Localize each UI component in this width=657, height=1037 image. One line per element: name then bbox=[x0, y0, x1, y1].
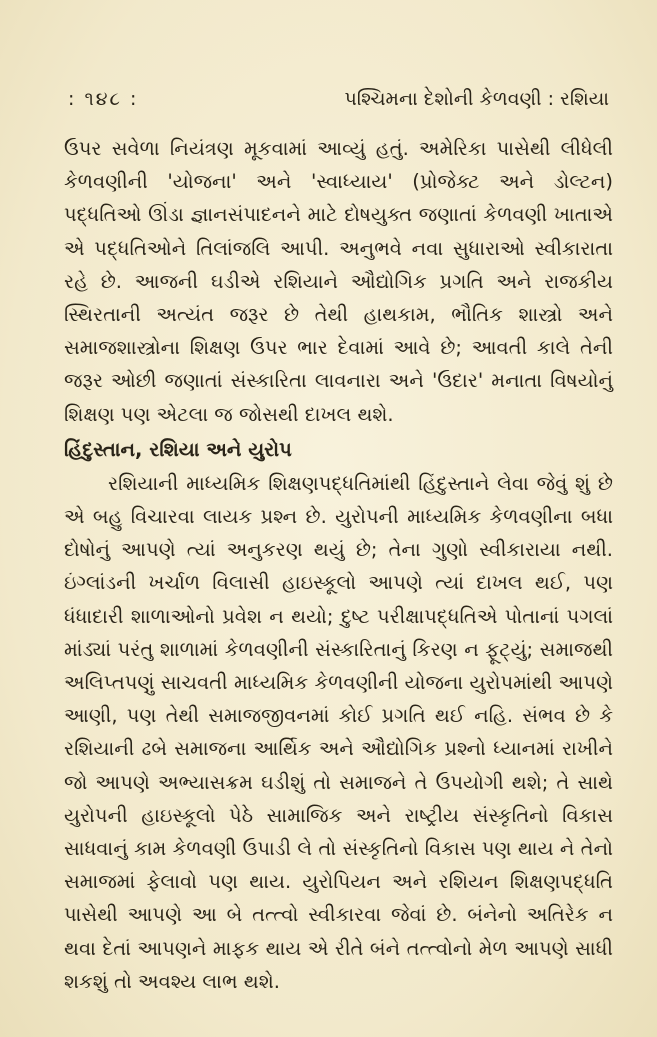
running-title: પશ્ચિમના દેશોની કેળવણી : રશિયા bbox=[344, 88, 609, 110]
section-paragraph: રશિયાની માધ્યમિક શિક્ષણપદ્ધતિમાંથી હિંદુસ્તાને લેવા જેવું શું છે એ બહુ વિચારવા લાયક પ્રશ્ન છે. યુરોપની માધ્યમિક કેળવણીના બધા દોષોનું આપણે ત્યાં અનુકરણ થયું છે; તેના ગુણો સ્વીકારાયા નથી. ઇંગ્લાંડની ખર્ચાળ વિલાસી હાઇસ્કૂલો આપણે ત્યાં દાખલ થઈ, પણ ધંધાદારી શાળાઓનો પ્રવેશ ન થયો; દુષ્ટ પરીક્ષાપદ્ધતિએ પોતાનાં પગલાં માંડ્યાં પરંતુ શાળામાં કેળવણીની સંસ્કારિતાનું કિરણ ન ફૂટ્યું; સમાજથી અલિપ્તપણું સાચવતી માધ્યમિક કેળવણીની યોજના યુરોપમાંથી આપણે આણી, પણ તેથી સમાજજીવનમાં કોઈ પ્રગતિ થઈ નહિ. સંભવ છે કે રશિયાની ઢબે સમાજના આર્થિક અને ઔદ્યોગિક પ્રશ્નો ધ્યાનમાં રાખીને જો આપણે અભ્યાસક્રમ ઘડીશું તો સમાજને તે ઉપયોગી થશે; તે સાથે યુરોપની હાઇસ્કૂલો પેઠે સામાજિક અને રાષ્ટ્રીય સંસ્કૃતિનો વિકાસ સાધવાનું કામ કેળવણી ઉપાડી લે તો સંસ્કૃતિનો વિકાસ પણ થાય ને તેનો સમાજમાં ફેલાવો પણ થાય. યુરોપિયન અને રશિયન શિક્ષણપદ્ધતિ પાસેથી આપણે આ બે તત્ત્વો સ્વીકારવા જેવાં છે. બંનેનો અતિરેક ન થવા દેતાં આપણને માફક થાય એ રીતે બંને તત્ત્વોનો મેળ આપણે સાધી શકશું તો અવશ્ય લાભ થશે. bbox=[64, 471, 613, 993]
section-heading: હિંદુસ્તાન, રશિયા અને યુરોપ bbox=[64, 437, 292, 461]
running-header bbox=[64, 88, 613, 110]
body-text bbox=[64, 132, 613, 998]
page-number: : ૧૪૮ : bbox=[68, 88, 139, 110]
continued-paragraph: ઉપર સવેળા નિયંત્રણ મૂકવામાં આવ્યું હતું. અમેરિકા પાસેથી લીધેલી કેળવણીની 'યોજના' અને 'સ્વાધ્યાય' (પ્રોજેક્ટ અને ડોલ્ટન) પદ્ધતિઓ ઊંડા જ્ઞાનસંપાદનને માટે દોષયુક્ત જણાતાં કેળવણી ખાતાએ એ પદ્ધતિઓને તિલાંજલિ આપી. અનુભવે નવા સુધારાઓ સ્વીકારાતા રહે છે. આજની ઘડીએ રશિયાને ઔદ્યોગિક પ્રગતિ અને રાજકીય સ્થિરતાની અત્યંત જરૂર છે તેથી હાથકામ, ભૌતિક શાસ્ત્રો અને સમાજશાસ્ત્રોના શિક્ષણ ઉપર ભાર દેવામાં આવે છે; આવતી કાલે તેની જરૂર ઓછી જણાતાં સંસ્કારિતા લાવનારા અને 'ઉદાર' મનાતા વિષયોનું શિક્ષણ પણ એટલા જ જોસથી દાખલ થશે. bbox=[64, 137, 613, 426]
